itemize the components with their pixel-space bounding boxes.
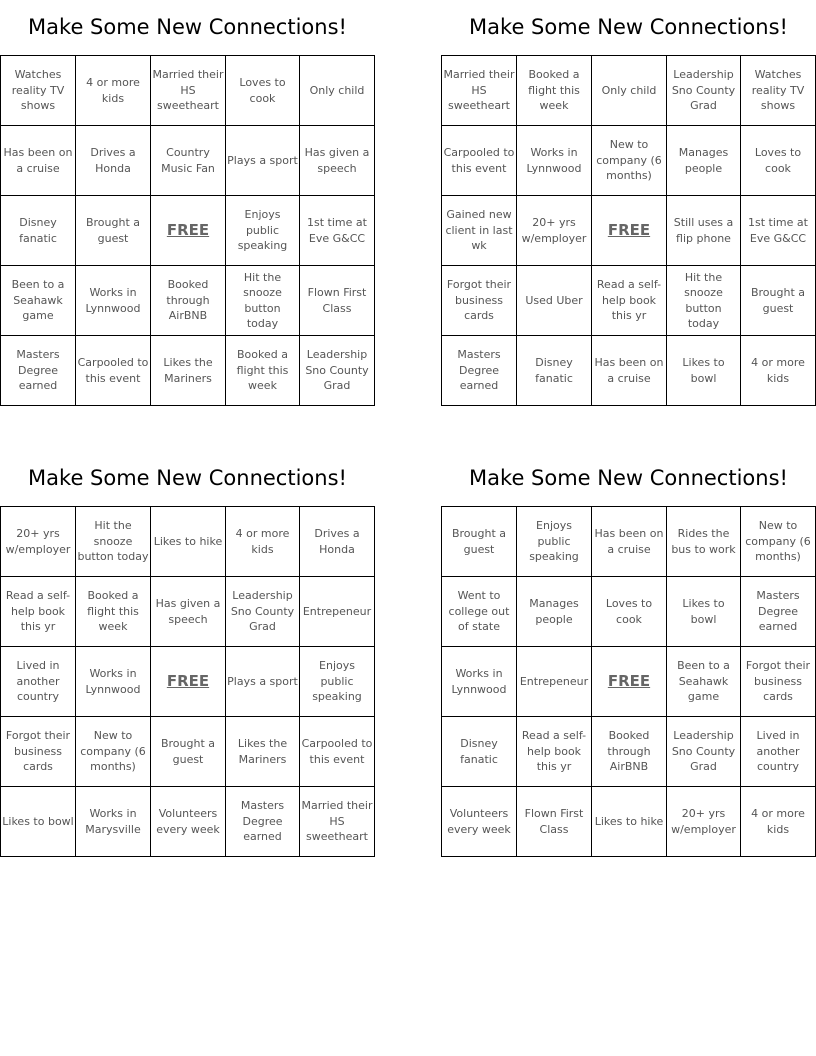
bingo-cell: Entrepeneur bbox=[517, 647, 592, 717]
bingo-cell: Leadership Sno County Grad bbox=[226, 577, 300, 647]
bingo-cell: Has given a speech bbox=[151, 577, 226, 647]
bingo-cell: Flown First Class bbox=[300, 266, 375, 336]
bingo-cell: Booked through AirBNB bbox=[592, 717, 667, 787]
bingo-cell: Volunteers every week bbox=[151, 787, 226, 857]
bingo-cell: Lived in another country bbox=[741, 717, 816, 787]
bingo-cell: Works in Marysville bbox=[76, 787, 151, 857]
bingo-cell: Plays a sport bbox=[226, 647, 300, 717]
bingo-cell: Booked a flight this week bbox=[517, 56, 592, 126]
bingo-cell: Has been on a cruise bbox=[592, 336, 667, 406]
bingo-cell: Been to a Seahawk game bbox=[1, 266, 76, 336]
bingo-cell: Works in Lynnwood bbox=[442, 647, 517, 717]
bingo-cell: Entrepeneur bbox=[300, 577, 375, 647]
bingo-cell: Likes to bowl bbox=[667, 577, 741, 647]
bingo-cell: Only child bbox=[592, 56, 667, 126]
bingo-cell: Has given a speech bbox=[300, 126, 375, 196]
bingo-cell: Loves to cook bbox=[592, 577, 667, 647]
bingo-cell: Leadership Sno County Grad bbox=[667, 717, 741, 787]
card-title: Make Some New Connections! bbox=[469, 466, 788, 490]
bingo-cell: Works in Lynnwood bbox=[76, 647, 151, 717]
bingo-cell: Masters Degree earned bbox=[442, 336, 517, 406]
bingo-cell: Used Uber bbox=[517, 266, 592, 336]
card-title: Make Some New Connections! bbox=[469, 15, 788, 39]
bingo-cell: New to company (6 months) bbox=[76, 717, 151, 787]
bingo-cell: 4 or more kids bbox=[741, 787, 816, 857]
bingo-cell: Plays a sport bbox=[226, 126, 300, 196]
bingo-cell: New to company (6 months) bbox=[741, 507, 816, 577]
bingo-grid bbox=[0, 506, 375, 857]
bingo-cell: Likes to hike bbox=[592, 787, 667, 857]
bingo-cell: Disney fanatic bbox=[517, 336, 592, 406]
bingo-cell: Country Music Fan bbox=[151, 126, 226, 196]
bingo-cell: Forgot their business cards bbox=[442, 266, 517, 336]
bingo-grid bbox=[441, 506, 816, 857]
bingo-cell: Read a self-help book this yr bbox=[1, 577, 76, 647]
bingo-cell: New to company (6 months) bbox=[592, 126, 667, 196]
bingo-cell: Likes to bowl bbox=[667, 336, 741, 406]
bingo-cell: Hit the snooze button today bbox=[667, 266, 741, 336]
card-title: Make Some New Connections! bbox=[28, 466, 347, 490]
bingo-cell: Enjoys public speaking bbox=[517, 507, 592, 577]
bingo-cell: Hit the snooze button today bbox=[226, 266, 300, 336]
bingo-card-1 bbox=[0, 0, 375, 406]
bingo-cell: Carpooled to this event bbox=[76, 336, 151, 406]
bingo-cell: Disney fanatic bbox=[1, 196, 76, 266]
bingo-cell: Enjoys public speaking bbox=[300, 647, 375, 717]
bingo-cell: 20+ yrs w/employer bbox=[517, 196, 592, 266]
bingo-cell: Flown First Class bbox=[517, 787, 592, 857]
bingo-cell: 1st time at Eve G&CC bbox=[741, 196, 816, 266]
bingo-cell: Rides the bus to work bbox=[667, 507, 741, 577]
bingo-cell: Watches reality TV shows bbox=[1, 56, 76, 126]
bingo-cell: Lived in another country bbox=[1, 647, 76, 717]
bingo-cell: Drives a Honda bbox=[300, 507, 375, 577]
card-title: Make Some New Connections! bbox=[28, 15, 347, 39]
bingo-cell: Has been on a cruise bbox=[592, 507, 667, 577]
free-space-cell: FREE bbox=[592, 196, 667, 266]
bingo-grid bbox=[0, 55, 375, 406]
bingo-cell: Married their HS sweetheart bbox=[151, 56, 226, 126]
bingo-cell: Only child bbox=[300, 56, 375, 126]
free-space-cell: FREE bbox=[151, 196, 226, 266]
bingo-cell: 4 or more kids bbox=[76, 56, 151, 126]
bingo-cell: Disney fanatic bbox=[442, 717, 517, 787]
bingo-cell: Brought a guest bbox=[151, 717, 226, 787]
bingo-cell: Booked a flight this week bbox=[226, 336, 300, 406]
bingo-cell: Masters Degree earned bbox=[1, 336, 76, 406]
bingo-cell: Manages people bbox=[517, 577, 592, 647]
bingo-cell: Volunteers every week bbox=[442, 787, 517, 857]
bingo-cell: Still uses a flip phone bbox=[667, 196, 741, 266]
bingo-cell: 1st time at Eve G&CC bbox=[300, 196, 375, 266]
bingo-cell: Brought a guest bbox=[442, 507, 517, 577]
bingo-cell: Gained new client in last wk bbox=[442, 196, 517, 266]
bingo-cell: Works in Lynnwood bbox=[517, 126, 592, 196]
bingo-cell: Masters Degree earned bbox=[741, 577, 816, 647]
bingo-cell: 20+ yrs w/employer bbox=[667, 787, 741, 857]
bingo-cell: 20+ yrs w/employer bbox=[1, 507, 76, 577]
bingo-cell: Booked through AirBNB bbox=[151, 266, 226, 336]
bingo-cell: Masters Degree earned bbox=[226, 787, 300, 857]
bingo-cell: Manages people bbox=[667, 126, 741, 196]
bingo-cell: Likes the Mariners bbox=[151, 336, 226, 406]
bingo-cell: Brought a guest bbox=[76, 196, 151, 266]
bingo-cell: Read a self-help book this yr bbox=[592, 266, 667, 336]
bingo-cell: Hit the snooze button today bbox=[76, 507, 151, 577]
bingo-cell: Married their HS sweetheart bbox=[300, 787, 375, 857]
bingo-cell: Went to college out of state bbox=[442, 577, 517, 647]
bingo-cell: 4 or more kids bbox=[226, 507, 300, 577]
bingo-cell: Enjoys public speaking bbox=[226, 196, 300, 266]
bingo-grid bbox=[441, 55, 816, 406]
bingo-cell: Loves to cook bbox=[741, 126, 816, 196]
bingo-cell: Forgot their business cards bbox=[741, 647, 816, 717]
bingo-cell: Carpooled to this event bbox=[300, 717, 375, 787]
bingo-cell: Carpooled to this event bbox=[442, 126, 517, 196]
bingo-cell: Been to a Seahawk game bbox=[667, 647, 741, 717]
free-space-cell: FREE bbox=[151, 647, 226, 717]
bingo-cell: Leadership Sno County Grad bbox=[300, 336, 375, 406]
bingo-cell: Brought a guest bbox=[741, 266, 816, 336]
bingo-cell: Booked a flight this week bbox=[76, 577, 151, 647]
bingo-card-2 bbox=[441, 0, 816, 406]
bingo-cell: Forgot their business cards bbox=[1, 717, 76, 787]
bingo-cell: Leadership Sno County Grad bbox=[667, 56, 741, 126]
bingo-cell: Works in Lynnwood bbox=[76, 266, 151, 336]
bingo-cell: Read a self-help book this yr bbox=[517, 717, 592, 787]
bingo-cell: Likes to bowl bbox=[1, 787, 76, 857]
free-space-cell: FREE bbox=[592, 647, 667, 717]
bingo-cell: Likes to hike bbox=[151, 507, 226, 577]
bingo-card-4 bbox=[441, 451, 816, 857]
bingo-cell: 4 or more kids bbox=[741, 336, 816, 406]
bingo-cell: Likes the Mariners bbox=[226, 717, 300, 787]
bingo-cell: Loves to cook bbox=[226, 56, 300, 126]
bingo-card-3 bbox=[0, 451, 375, 857]
bingo-cell: Has been on a cruise bbox=[1, 126, 76, 196]
bingo-cell: Watches reality TV shows bbox=[741, 56, 816, 126]
bingo-cell: Married their HS sweetheart bbox=[442, 56, 517, 126]
bingo-cell: Drives a Honda bbox=[76, 126, 151, 196]
